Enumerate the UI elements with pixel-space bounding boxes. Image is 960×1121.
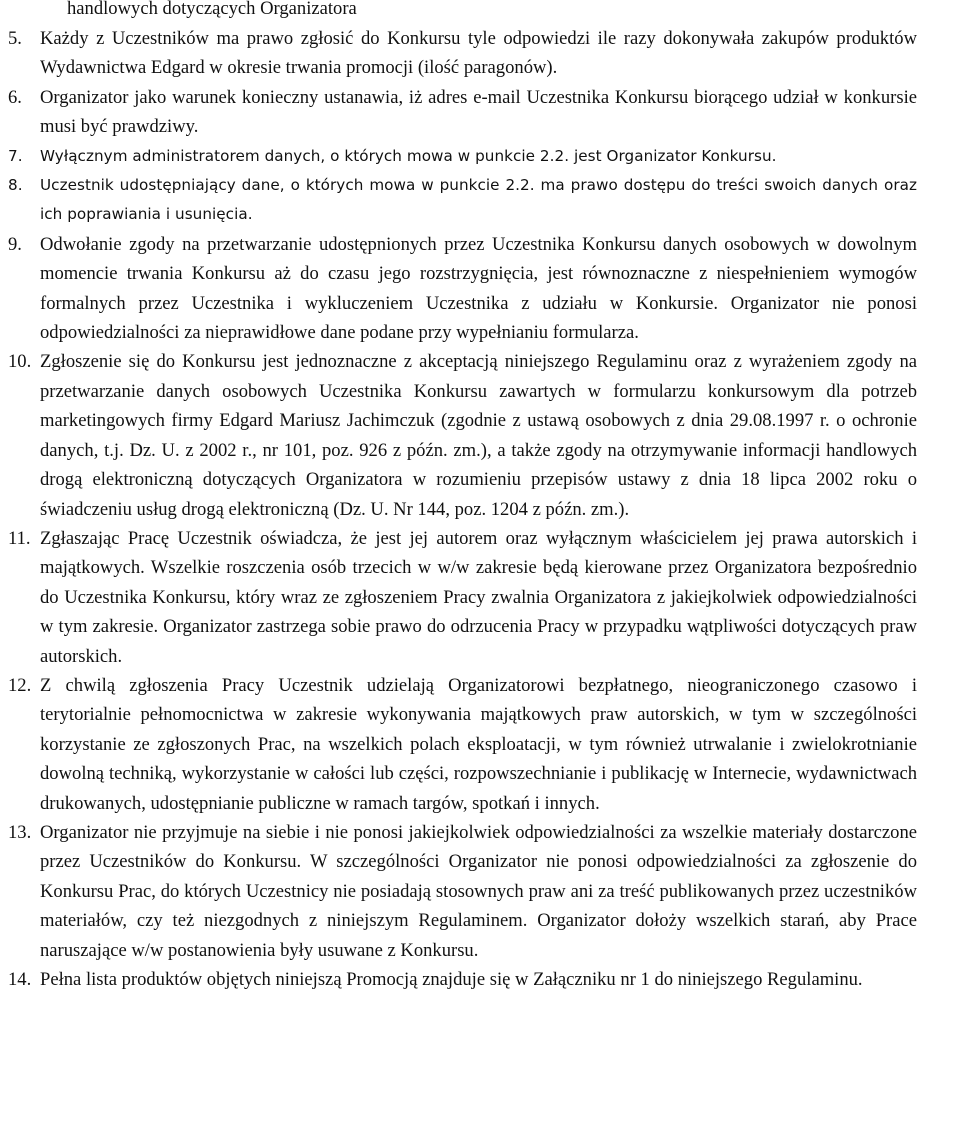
item-text: Uczestnik udostępniający dane, o których mowa w punkcie 2.2. ma prawo dostępu do treści swoich danych oraz ich poprawiania i usunięcia. [40,176,917,224]
continuation-line: handlowych dotyczących Organizatora [67,0,357,19]
list-item [0,230,917,348]
item-number: 6. [8,86,22,108]
item-text: Organizator jako warunek konieczny ustanawia, iż adres e-mail Uczestnika Konkursu biorącego udział w konkursie musi być prawdziwy. [40,86,917,138]
list-item [0,24,917,83]
item-text: Zgłaszając Pracę Uczestnik oświadcza, że jest jej autorem oraz wyłącznym właścicielem jej prawa autorskich i majątkowych. Wszelkie roszczenia osób trzecich w w/w zakresie będą kierowane przez Organizatora bezpośrednio do Uczestnika Konkursu, który wraz ze zgłoszeniem Pracy zwalnia Organizatora z jakiejkolwiek odpowiedzialności w tym zakresie. Organizator zastrzega sobie prawo do odrzucenia Pracy w przypadku wątpliwości dotyczących praw autorskich. [40,527,917,667]
item-number: 9. [8,233,22,255]
list-item [0,347,917,523]
list-item [0,965,917,994]
list-item [0,142,917,171]
item-number: 12. [8,674,32,696]
item-text: Każdy z Uczestników ma prawo zgłosić do Konkursu tyle odpowiedzi ile razy dokonywała zakupów produktów Wydawnictwa Edgard w okresie trwania promocji (ilość paragonów). [40,28,917,79]
item-number: 14. [8,969,32,990]
item-number: 10. [8,351,32,373]
item-number: 7. [8,146,23,165]
item-text: Wyłącznym administratorem danych, o których mowa w punkcie 2.2. jest Organizator Konkursu. [40,146,777,165]
item-number: 8. [8,176,23,195]
item-number: 11. [8,527,31,549]
item-number: 5. [8,28,22,49]
item-number: 13. [8,821,32,843]
list-item [0,171,917,230]
item-text: Zgłoszenie się do Konkursu jest jednoznaczne z akceptacją niniejszego Regulaminu oraz z wyrażeniem zgody na przetwarzanie danych osobowych Uczestnika Konkursu zawartych w formularzu konkursowym dla potrzeb marketingowych firmy Edgard Mariusz Jachimczuk (zgodnie z ustawą osobowych z dnia 29.08.1997 r. o ochronie danych, t.j. Dz. U. z 2002 r., nr 101, poz. 926 z późn. zm.), a także zgody na otrzymywanie informacji handlowych drogą elektroniczną dotyczących Organizatora w rozumieniu przepisów ustawy z dnia 18 lipca 2002 roku o świadczeniu usług drogą elektroniczną (Dz. U. Nr 144, poz. 1204 z późn. zm.). [40,351,917,520]
regulations-list [0,24,960,994]
item-text: Odwołanie zgody na przetwarzanie udostępnionych przez Uczestnika Konkursu danych osobowych w dowolnym momencie trwania Konkursu aż do czasu jego rozstrzygnięcia, jest równoznaczne z niespełnieniem wymogów formalnych przez Uczestnika i wykluczeniem Uczestnika z udziału w Konkursie. Organizator nie ponosi odpowiedzialności za nieprawidłowe dane podane przy wypełnianiu formularza. [40,233,917,344]
item-text: Organizator nie przyjmuje na siebie i nie ponosi jakiejkolwiek odpowiedzialności za wszelkie materiały dostarczone przez Uczestników do Konkursu. W szczególności Organizator nie ponosi odpowiedzialności za zgłoszenie do Konkursu Prac, do których Uczestnicy nie posiadają stosownych praw ani za treść publikowanych przez uczestników materiałów, czy też niezgodnych z niniejszym Regulaminem. Organizator dołoży wszelkich starań, aby Prace naruszające w/w postanowienia były usuwane z Konkursu. [40,821,917,961]
item-text: Z chwilą zgłoszenia Pracy Uczestnik udzielają Organizatorowi bezpłatnego, nieograniczonego czasowo i terytorialnie pełnomocnictwa w zakresie wykonywania majątkowych praw autorskich, w tym w szczególności korzystanie ze zgłoszonych Prac, na wszelkich polach eksploatacji, w tym również utrwalanie i zwielokrotnianie dowolną techniką, wykorzystanie w całości lub części, rozpowszechnianie i publikację w Internecie, wydawnictwach drukowanych, udostępnianie publiczne w ramach targów, spotkań i innych. [40,674,917,814]
list-item [0,818,917,965]
list-item [0,524,917,671]
list-item [0,671,917,818]
list-item [0,83,917,142]
item-text: Pełna lista produktów objętych niniejszą Promocją znajduje się w Załączniku nr 1 do niniejszego Regulaminu. [40,969,863,990]
